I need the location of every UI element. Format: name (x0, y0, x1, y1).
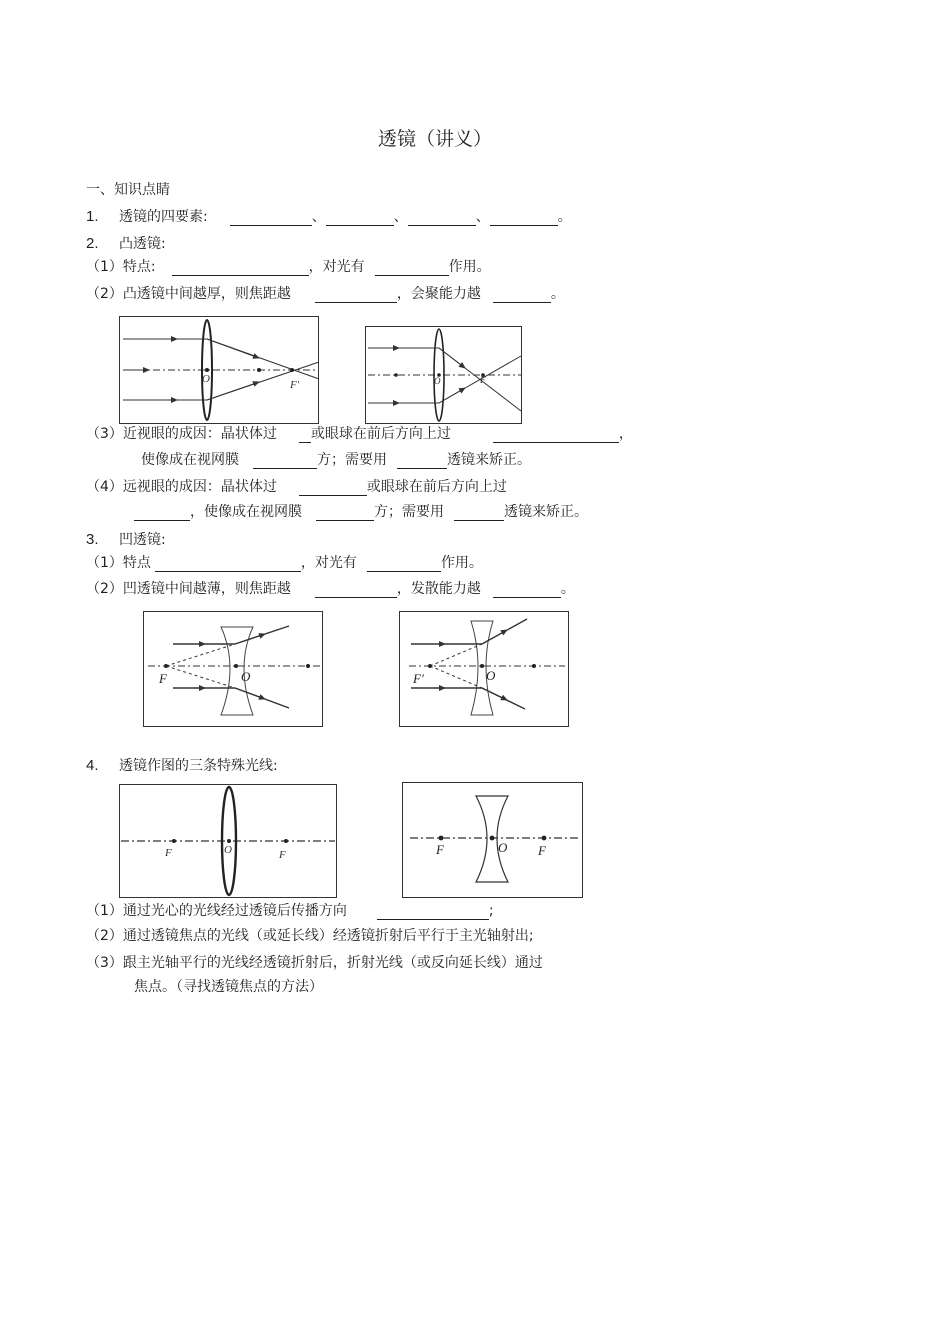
text: （1）特点: (86, 259, 156, 275)
answer-blank[interactable] (315, 582, 397, 598)
item-text: 透镜作图的三条特殊光线: (119, 758, 278, 774)
separator: 、 (311, 209, 326, 225)
text: 或眼球在前后方向上过 (310, 426, 451, 442)
text: 透镜来矫正。 (504, 504, 588, 520)
item-number: 2. (86, 235, 99, 252)
text: 方；需要用 (317, 452, 387, 468)
label-o: O (241, 669, 251, 684)
text: ，会聚能力越 (396, 286, 481, 302)
page-title: 透镜（讲义） (378, 128, 493, 150)
separator: 、 (393, 209, 408, 225)
text: （4）远视眼的成因：晶状体过 (86, 479, 277, 495)
item-text: 透镜的四要素: (119, 209, 208, 225)
item-2 (86, 235, 166, 253)
section-heading: 一、知识点睛 (86, 182, 170, 198)
answer-blank[interactable] (375, 260, 449, 276)
text: ，发散能力越 (396, 581, 481, 597)
item-number: 1. (86, 208, 99, 225)
optical-center (490, 836, 495, 841)
convex-lens-axis-diagram (119, 784, 337, 898)
answer-blank[interactable] (493, 427, 619, 443)
answer-blank[interactable] (397, 453, 447, 469)
text: 。 (550, 286, 565, 302)
answer-blank[interactable] (454, 505, 504, 521)
text: （2）凹透镜中间越薄，则焦距越 (86, 581, 291, 597)
text: 或眼球在前后方向上过 (366, 479, 507, 495)
item-number: 4. (86, 757, 99, 774)
optical-center (227, 839, 231, 843)
item-text: 凸透镜: (119, 236, 166, 252)
item-2-point-2 (86, 285, 565, 303)
item-number: 3. (86, 531, 99, 548)
label-f-prime: F′ (413, 671, 424, 686)
answer-blank[interactable] (155, 556, 301, 572)
item-4-point-2: （2）通过透镜焦点的光线（或延长线）经透镜折射后平行于主光轴射出; (86, 928, 534, 944)
optical-center (205, 368, 209, 372)
answer-blank[interactable] (172, 260, 309, 276)
focal-point (542, 836, 547, 841)
item-2-point-4 (86, 478, 507, 496)
answer-blank[interactable] (299, 427, 311, 443)
text: ，使像成在视网膜 (190, 504, 302, 520)
text: ，对光有 (308, 259, 365, 275)
optical-center (234, 664, 238, 668)
convex-lens-diagram-2 (365, 326, 522, 424)
terminator: 。 (557, 209, 572, 225)
text: （3）近视眼的成因：晶状体过 (86, 426, 277, 442)
label-f: F (165, 847, 172, 859)
separator: 、 (475, 209, 490, 225)
item-1 (86, 208, 572, 226)
item-2-point-3-cont (141, 451, 531, 469)
answer-blank[interactable] (408, 210, 476, 226)
label-o: O (498, 840, 508, 855)
item-2-point-3 (86, 425, 633, 443)
focal-point (439, 836, 444, 841)
label-f: F (480, 375, 486, 385)
item-3-point-1 (86, 554, 483, 572)
item-4 (86, 757, 278, 775)
item-2-point-4-cont (134, 503, 588, 521)
concave-lens-axis-diagram (402, 782, 583, 898)
label-f: F (538, 843, 546, 858)
text: （1）特点 (86, 555, 151, 571)
item-3 (86, 531, 166, 549)
answer-blank[interactable] (490, 210, 558, 226)
focal-point (172, 839, 176, 843)
text: ，对光有 (300, 555, 357, 571)
text: ， (618, 426, 633, 442)
focal-point (428, 664, 432, 668)
label-o: O (202, 373, 210, 385)
answer-blank[interactable] (134, 505, 190, 521)
convex-lens-diagram-1 (119, 316, 319, 424)
answer-blank[interactable] (230, 210, 312, 226)
answer-blank[interactable] (253, 453, 317, 469)
answer-blank[interactable] (299, 480, 367, 496)
answer-blank[interactable] (493, 287, 551, 303)
answer-blank[interactable] (367, 556, 441, 572)
focal-point (164, 664, 168, 668)
optical-center (480, 664, 484, 668)
text: （1）通过光心的光线经过透镜后传播方向 (86, 903, 347, 919)
label-f-prime: F′ (290, 379, 300, 391)
item-4-point-3-cont: 焦点。（寻找透镜焦点的方法） (134, 979, 323, 995)
focal-point (290, 368, 294, 372)
text: 。 (560, 581, 575, 597)
answer-blank[interactable] (493, 582, 561, 598)
answer-blank[interactable] (377, 904, 489, 920)
frame (144, 612, 323, 727)
item-2-point-1 (86, 258, 491, 276)
label-o: O (224, 844, 232, 856)
label-f: F (436, 842, 444, 857)
text: 透镜来矫正。 (447, 452, 531, 468)
text: 作用。 (448, 259, 491, 275)
text: 作用。 (440, 555, 483, 571)
text: 使像成在视网膜 (141, 452, 239, 468)
concave-lens-diagram-2 (399, 611, 569, 727)
text: 方；需要用 (374, 504, 444, 520)
label-o: O (434, 376, 441, 386)
item-4-point-3: （3）跟主光轴平行的光线经透镜折射后，折射光线（或反向延长线）通过 (86, 955, 543, 971)
answer-blank[interactable] (316, 505, 374, 521)
item-text: 凹透镜: (119, 532, 166, 548)
text: ; (488, 903, 494, 919)
text: （2）凸透镜中间越厚，则焦距越 (86, 286, 291, 302)
label-f: F (279, 849, 286, 861)
concave-lens-diagram-1 (143, 611, 323, 727)
item-4-point-1 (86, 902, 494, 920)
item-3-point-2 (86, 580, 575, 598)
label-o: O (486, 668, 496, 683)
label-f: F (159, 671, 167, 686)
answer-blank[interactable] (315, 287, 397, 303)
answer-blank[interactable] (326, 210, 394, 226)
frame (400, 612, 569, 727)
focal-point (284, 839, 288, 843)
